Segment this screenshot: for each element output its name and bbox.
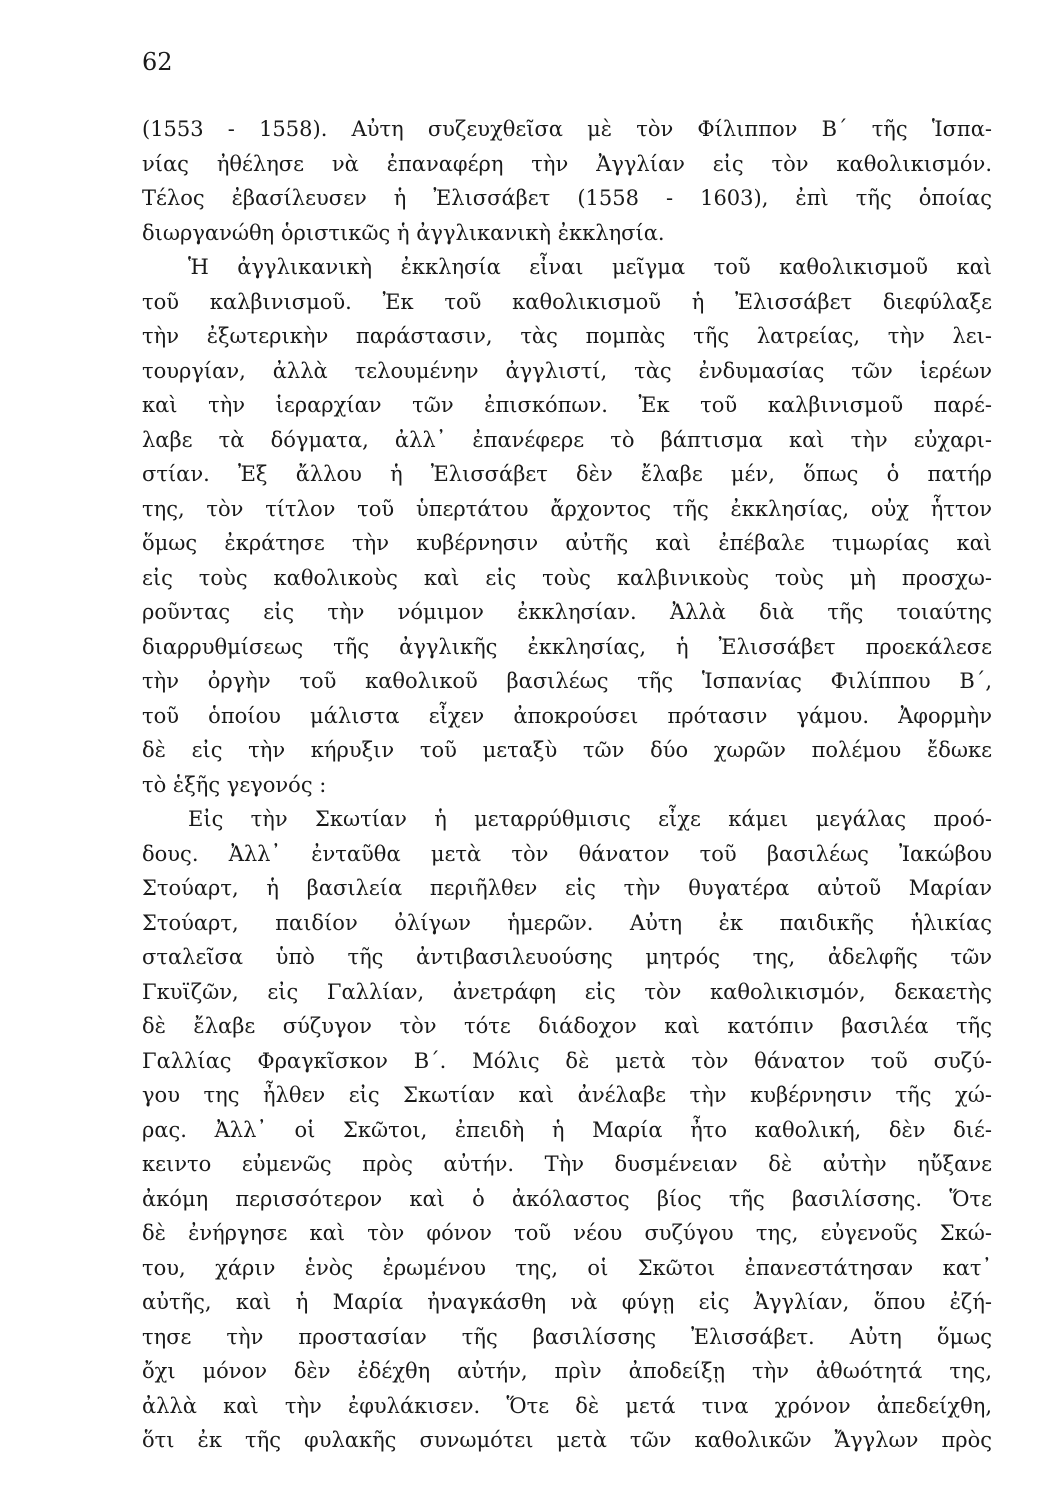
text-line: γου της ἦλθεν εἰς Σκωτίαν καὶ ἀνέλαβε τὴν κυβέρνησιν τῆς χώ- bbox=[142, 1083, 992, 1107]
text-line: Ἡ ἀγγλικανικὴ ἐκκλησία εἶναι μεῖγμα τοῦ καθολικισμοῦ καὶ bbox=[188, 255, 992, 279]
text-line: αὐτῆς, καὶ ἡ Μαρία ἠναγκάσθη νὰ φύγῃ εἰς Ἀγγλίαν, ὅπου ἐζή- bbox=[142, 1290, 992, 1314]
text-line: ὄχι μόνον δὲν ἐδέχθη αὐτήν, πρὶν ἀποδείξῃ τὴν ἀθωότητά της, bbox=[142, 1359, 992, 1383]
text-line: σταλεῖσα ὑπὸ τῆς ἀντιβασιλευούσης μητρός της, ἀδελφῆς τῶν bbox=[142, 945, 992, 969]
text-line: της, τὸν τίτλον τοῦ ὑπερτάτου ἄρχοντος τῆς ἐκκλησίας, οὐχ ἧττον bbox=[142, 496, 992, 521]
text-line: δὲ ἔλαβε σύζυγον τὸν τότε διάδοχον καὶ κατόπιν βασιλέα τῆς bbox=[142, 1014, 992, 1038]
text-line: ὅμως ἐκράτησε τὴν κυβέρνησιν αὐτῆς καὶ ἐπέβαλε τιμωρίας καὶ bbox=[142, 531, 992, 555]
text-line: λαβε τὰ δόγματα, ἀλλ᾽ ἐπανέφερε τὸ βάπτισμα καὶ τὴν εὐχαρι- bbox=[142, 427, 992, 452]
text-line: Στούαρτ, ἡ βασιλεία περιῆλθεν εἰς τὴν θυγατέρα αὐτοῦ Μαρίαν bbox=[142, 876, 992, 900]
text-line: διωργανώθη ὁριστικῶς ἡ ἀγγλικανικὴ ἐκκλησία. bbox=[142, 220, 665, 245]
text-line: νίας ἠθέλησε νὰ ἐπαναφέρη τὴν Ἀγγλίαν εἰς τὸν καθολικισμόν. bbox=[142, 151, 992, 176]
text-line: δὲ εἰς τὴν κήρυξιν τοῦ μεταξὺ τῶν δύο χωρῶν πολέμου ἔδωκε bbox=[142, 738, 992, 762]
text-line: Στούαρτ, παιδίον ὀλίγων ἡμερῶν. Αὐτη ἐκ παιδικῆς ἡλικίας bbox=[142, 910, 992, 935]
text-line: δὲ ἐνήργησε καὶ τὸν φόνον τοῦ νέου συζύγου της, εὐγενοῦς Σκώ- bbox=[142, 1221, 992, 1245]
text-line: τὴν ἐξωτερικὴν παράστασιν, τὰς πομπὰς τῆς λατρείας, τὴν λει- bbox=[142, 324, 992, 348]
page-number: 62 bbox=[142, 48, 173, 76]
text-line: τὴν ὀργὴν τοῦ καθολικοῦ βασιλέως τῆς Ἱσπανίας Φιλίππου Β΄, bbox=[142, 669, 992, 693]
text-line: τουργίαν, ἀλλὰ τελουμένην ἀγγλιστί, τὰς ἐνδυμασίας τῶν ἱερέων bbox=[142, 358, 992, 383]
body-text bbox=[142, 112, 992, 1458]
text-line: του, χάριν ἑνὸς ἐρωμένου της, οἱ Σκῶτοι ἐπανεστάτησαν κατ᾽ bbox=[142, 1255, 992, 1280]
text-line: ἀλλὰ καὶ τὴν ἐφυλάκισεν. Ὅτε δὲ μετά τινα χρόνον ἀπεδείχθη, bbox=[142, 1393, 992, 1418]
text-line: τοῦ ὁποίου μάλιστα εἶχεν ἀποκρούσει πρότασιν γάμου. Ἀφορμὴν bbox=[142, 703, 992, 728]
text-line: ροῦντας εἰς τὴν νόμιμον ἐκκλησίαν. Ἀλλὰ διὰ τῆς τοιαύτης bbox=[142, 600, 992, 624]
text-line: δους. Ἀλλ᾽ ἐνταῦθα μετὰ τὸν θάνατον τοῦ βασιλέως Ἰακώβου bbox=[142, 841, 992, 866]
text-line: ρας. Ἀλλ᾽ οἱ Σκῶτοι, ἐπειδὴ ἡ Μαρία ἦτο καθολική, δὲν διέ- bbox=[142, 1117, 992, 1142]
text-line: Τέλος ἐβασίλευσεν ἡ Ἐλισσάβετ (1558 - 1603), ἐπὶ τῆς ὁποίας bbox=[142, 186, 992, 210]
text-line: διαρρυθμίσεως τῆς ἀγγλικῆς ἐκκλησίας, ἡ Ἐλισσάβετ προεκάλεσε bbox=[142, 634, 992, 659]
text-line: καὶ τὴν ἱεραρχίαν τῶν ἐπισκόπων. Ἐκ τοῦ καλβινισμοῦ παρέ- bbox=[142, 393, 992, 417]
text-line: εἰς τοὺς καθολικοὺς καὶ εἰς τοὺς καλβινικοὺς τοὺς μὴ προσχω- bbox=[142, 565, 992, 590]
text-line: τησε τὴν προστασίαν τῆς βασιλίσσης Ἐλισσάβετ. Αὐτη ὅμως bbox=[142, 1324, 992, 1349]
text-line: τὸ ἑξῆς γεγονός : bbox=[142, 772, 327, 797]
text-line: (1553 - 1558). Αὐτη συζευχθεῖσα μὲ τὸν Φίλιππον Β΄ τῆς Ἱσπα- bbox=[142, 117, 992, 141]
text-line: στίαν. Ἐξ ἄλλου ἡ Ἐλισσάβετ δὲν ἔλαβε μέν, ὅπως ὁ πατήρ bbox=[142, 462, 992, 486]
text-line: κειντο εὐμενῶς πρὸς αὐτήν. Τὴν δυσμένειαν δὲ αὐτὴν ηὔξανε bbox=[142, 1152, 992, 1176]
text-line: Γκυϊζῶν, εἰς Γαλλίαν, ἀνετράφη εἰς τὸν καθολικισμόν, δεκαετὴς bbox=[142, 979, 992, 1004]
text-line: τοῦ καλβινισμοῦ. Ἐκ τοῦ καθολικισμοῦ ἡ Ἐλισσάβετ διεφύλαξε bbox=[142, 289, 992, 314]
text-line: ὅτι ἐκ τῆς φυλακῆς συνωμότει μετὰ τῶν καθολικῶν Ἄγγλων πρὸς bbox=[142, 1428, 992, 1452]
text-line: Γαλλίας Φραγκῖσκον Β΄. Μόλις δὲ μετὰ τὸν θάνατον τοῦ συζύ- bbox=[142, 1048, 992, 1073]
text-line: ἀκόμη περισσότερον καὶ ὁ ἀκόλαστος βίος τῆς βασιλίσσης. Ὅτε bbox=[142, 1186, 992, 1211]
text-line: Εἰς τὴν Σκωτίαν ἡ μεταρρύθμισις εἶχε κάμει μεγάλας προό- bbox=[188, 807, 992, 831]
